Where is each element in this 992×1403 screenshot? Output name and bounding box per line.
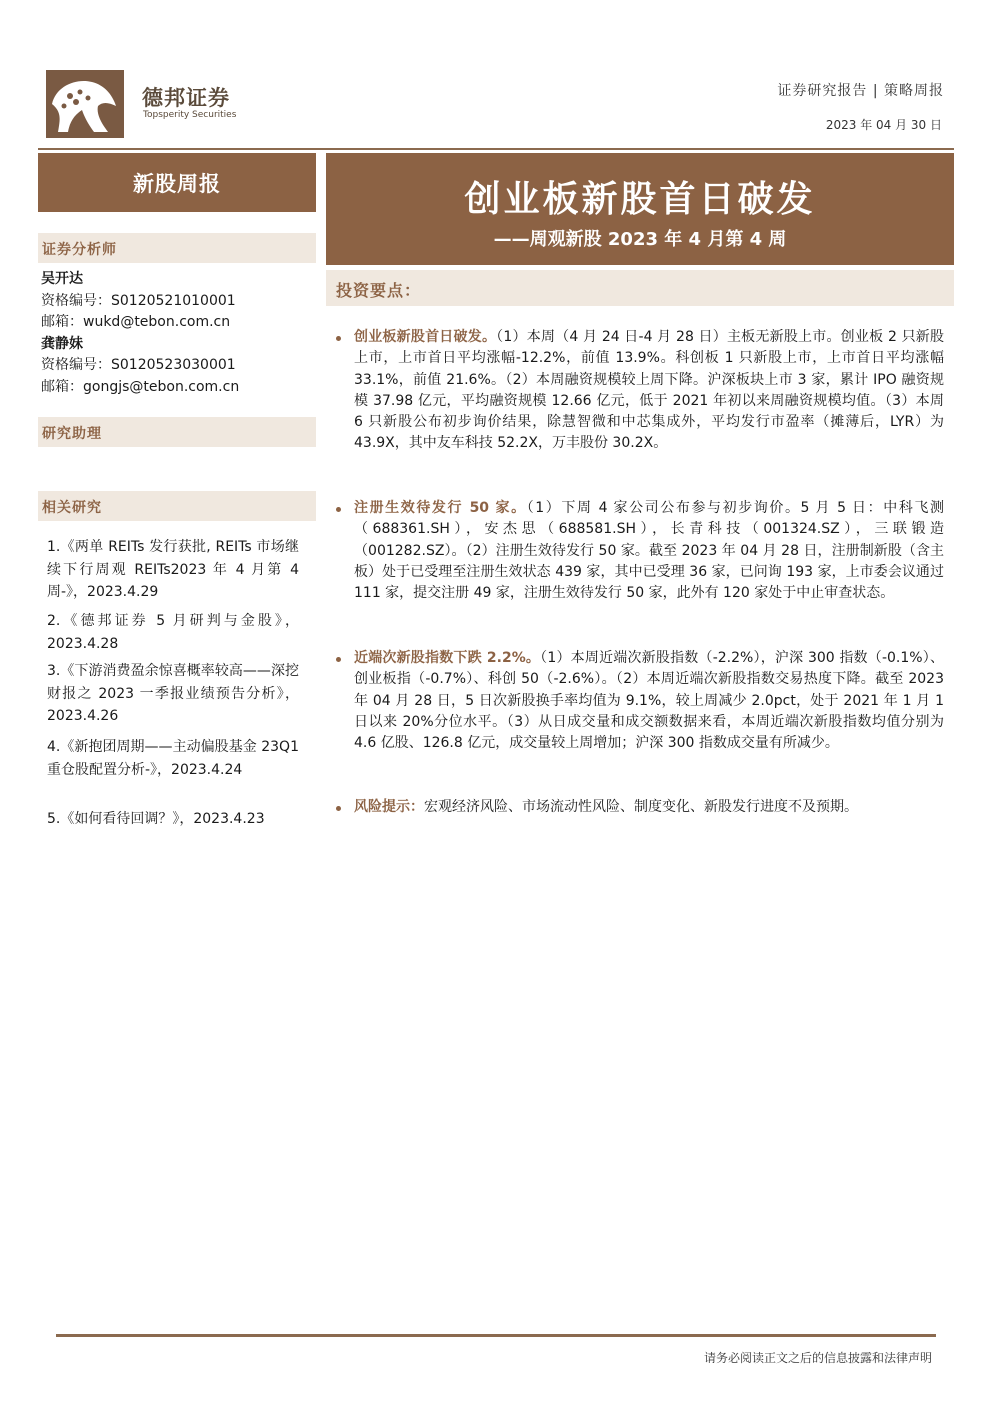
related-heading: 相关研究 <box>42 500 102 516</box>
analyst-heading: 证券分析师 <box>42 242 117 258</box>
point-body: （1）本周（4 月 24 日-4 月 28 日）主板无新股上市。创业板 2 只新股上市，上市首日平均涨幅-12.2%，前值 13.9%。科创板 1 只新股上市，上市首日平均涨幅 33.1%，前值 21.6%。（2）本周融资规模较上周下降。沪深板块上市 3 家，累计 IPO 融资规模 37.98 亿元，平均融资规模 12.66 亿元，低于 2021 年初以来周融资规模均值。（3）本周 6 只新股公布初步询价结果，除慧智微和中芯集成外，平均发行市盈率（摊薄后，LYR）为 43.9X，其中友车科技 52.2X，万丰股份 30.2X。 <box>354 329 944 452</box>
point-heading: 创业板新股首日破发。 <box>354 329 497 345</box>
report-date: 2023 年 04 月 30 日 <box>825 118 942 132</box>
investment-point <box>354 498 944 604</box>
disclaimer-text: 请务必阅读正文之后的信息披露和法律声明 <box>703 1351 932 1365</box>
investment-point <box>354 648 944 754</box>
analyst-cert: 资格编号：S0120523030001 <box>41 357 236 373</box>
bullet-icon <box>336 507 341 512</box>
point-body: （1）下周 4 家公司公布参与初步询价。5 月 5 日：中科飞测（688361.SH），安杰思（688581.SH），长青科技（001324.SZ），三联锻造（001282.SZ）。（2）注册生效待发行 50 家。截至 2023 年 04 月 28 日，注册制新股（含主板）处于已受理至注册生效状态 439 家，其中已受理 36 家，已问询 193 家，上市委会议通过 111 家，提交注册 49 家，注册生效待发行 50 家，此外有 120 家处于中止审查状态。 <box>354 500 944 602</box>
analyst-name: 龚静妹 <box>41 336 83 352</box>
report-category-banner <box>38 153 316 212</box>
bullet-icon <box>336 336 341 341</box>
bullet-icon <box>336 657 341 662</box>
analyst-cert: 资格编号：S0120521010001 <box>41 293 236 309</box>
report-category: 新股周报 <box>133 171 221 196</box>
bullet-icon <box>336 806 341 811</box>
related-research-item[interactable]: 1.《两单 REITs 发行获批, REITs 市场继续下行周观 REITs2023 年 4 月第 4 周-》，2023.4.29 <box>47 539 299 600</box>
investment-point <box>354 327 944 455</box>
brand-name-en: Topsperity Securities <box>143 110 237 120</box>
point-heading: 近端次新股指数下跌 2.2%。 <box>354 650 541 666</box>
assistant-heading: 研究助理 <box>42 426 102 442</box>
investment-highlights-header <box>326 270 954 306</box>
title-banner <box>326 153 954 265</box>
related-research-item[interactable]: 5.《如何看待回调？》，2023.4.23 <box>47 811 265 827</box>
report-type: 证券研究报告 | 策略周报 <box>777 83 944 99</box>
related-research-item[interactable]: 2.《德邦证券 5 月研判与金股》，2023.4.28 <box>47 613 299 652</box>
report-subtitle: ——周观新股 2023 年 4 月第 4 周 <box>493 229 787 250</box>
risk-warning <box>354 797 944 818</box>
footer-divider <box>56 1334 936 1337</box>
header-divider <box>38 148 954 150</box>
related-research-item[interactable]: 3.《下游消费盈余惊喜概率较高——深挖财报之 2023 一季报业绩预告分析》，2023.4.26 <box>47 663 299 724</box>
company-logo <box>46 70 124 138</box>
point-body: 宏观经济风险、市场流动性风险、制度变化、新股发行进度不及预期。 <box>424 799 858 815</box>
brand-name-cn: 德邦证券 <box>142 86 230 110</box>
analyst-email: 邮箱：wukd@tebon.com.cn <box>41 314 231 330</box>
investment-heading: 投资要点： <box>336 281 422 300</box>
analyst-name: 吴开达 <box>41 271 83 287</box>
assistant-section-header <box>38 417 316 447</box>
related-research-header <box>38 491 316 521</box>
point-heading: 风险提示： <box>354 799 424 815</box>
point-body: （1）本周近端次新股指数（-2.2%），沪深 300 指数（-0.1%）、创业板指（-0.7%）、科创 50（-2.6%）。（2）本周近端次新股指数交易热度下降。截至 2023 年 04 月 28 日，5 日次新股换手率均值为 9.1%，较上周减少 2.0pct，处于 2021 年 1 月 1 日以来 20%分位水平。（3）从日成交量和成交额数据来看，本周近端次新股指数均值分别为 4.6 亿股、126.8 亿元，成交量较上周增加；沪深 300 指数成交量有所减少。 <box>354 650 944 752</box>
point-heading: 注册生效待发行 50 家。 <box>354 500 527 516</box>
related-research-item[interactable]: 4.《新抱团周期——主动偏股基金 23Q1 重仓股配置分析-》，2023.4.24 <box>47 739 299 778</box>
analyst-section-header <box>38 233 316 263</box>
report-title: 创业板新股首日破发 <box>464 179 816 220</box>
analyst-email: 邮箱：gongjs@tebon.com.cn <box>41 379 240 395</box>
